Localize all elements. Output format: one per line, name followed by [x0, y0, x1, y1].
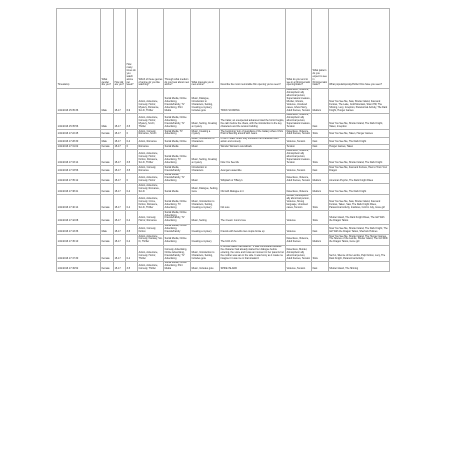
table-cell: Social Media, Online Advertising, Friends/Family, TV Advertising, Print Media [164, 88, 191, 113]
table-cell: 15-17 [114, 130, 126, 138]
table-cell: 3-5 [126, 150, 138, 166]
table-cell: 1/21/2016 17:43:36 [57, 224, 101, 235]
table-cell: 15-17 [114, 88, 126, 113]
table-cell: Music, Introduction to Characters, Setting, Creating a mystery [191, 194, 220, 210]
table-cell: 0 [126, 145, 138, 150]
table-cell: Music [191, 173, 220, 184]
table-cell: Music, Includes gore [191, 261, 220, 272]
table-cell: Murder, Atmospheric ally abnormal person, Violence, Strong language, Unsolved cases, Tension [286, 194, 312, 210]
table-cell: 1/21/2016 17:28:30 [57, 137, 101, 145]
table-cell: Male [101, 113, 114, 129]
table-cell: Detectives, Violence, Adult themes [286, 235, 312, 246]
table-cell: Medium [312, 184, 329, 195]
table-cell: Now You See Me, Saw, Shutter Island, Fast and Furious, Taken, Saw, The Dark Knight Rises, Paranormal Activity, Insidious, Cold in July, Gone girl [328, 194, 389, 210]
table-cell: Action, Adventure, Comedy, Horror, Mystery, Sci-Fi, Thriller [138, 113, 164, 129]
table-cell: Music, Setting, Creating a mystery [191, 113, 220, 129]
table-cell: 15-17 [114, 235, 126, 246]
table-cell: Now You See Me, The Dark Knight [328, 184, 389, 195]
column-header: What interests you in new anime? [191, 9, 220, 89]
table-cell: Whiplash or Tiffany's [220, 173, 286, 184]
table-cell: Action, Adventure, Comedy, Horror, Mystery, Romance, Sci-Fi, Thriller [138, 88, 164, 113]
table-cell: Slow [312, 194, 329, 210]
table-cell: Comedy, Advertising, Online Advertising, Friends/Family, TV Advertising [164, 245, 191, 261]
table-cell: Now You See Me, Fast and Furious, How to Train Your Dragon [328, 166, 389, 174]
table-cell: Social Media, Online Advertising, Friends/Family, TV Advertising [164, 211, 191, 224]
column-header: Describe the most memorable film opening you've seen? [220, 9, 286, 89]
table-row [57, 245, 390, 261]
table-cell: 1/21/2016 17:35:12 [57, 173, 101, 184]
table-cell: Female [101, 235, 114, 246]
table-cell: Music, Dialogue, Setting, Gore [191, 184, 220, 195]
table-cell: Action, Romance [138, 137, 164, 145]
table-cell: Se7en, Silence of the Lambs, Pulp Fiction, Lucy, The Dark Knight, Paranormal Activity [328, 245, 389, 261]
table-cell: Detectives, Violence, Atmospheric ally abnormal person, Supernatural creature, Tension [286, 113, 311, 128]
table-cell: Now You See Me, Shutter Island, The Hunger Games, The Silence of the Lambs, Shutter Island, The Girl With the Dragon Tattoo, Gone girl [329, 234, 388, 244]
table-cell: 1/21/2016 17:42:08 [57, 211, 101, 224]
table-cell: Medium [312, 235, 329, 246]
table-cell: 15-17 [114, 184, 126, 195]
column-header: Through what medium do you hear about new anime? [164, 9, 191, 89]
table-cell: Medium [312, 88, 329, 113]
table-cell: Female [101, 261, 114, 272]
table-cell: 0-2 [126, 211, 138, 224]
table-cell: Violence [286, 211, 312, 224]
table-cell: Female [101, 194, 114, 210]
table-cell: Male [101, 137, 114, 145]
table-cell: Fast [312, 145, 329, 150]
table-cell: Social Media, Friends/Family [164, 166, 191, 174]
table-row [57, 173, 390, 184]
table-cell: Social Media, Online Advertising, TV Advertising [164, 150, 191, 166]
table-cell: Music, Setting [191, 211, 220, 224]
table-cell: 0 [126, 130, 138, 138]
table-cell: Detectives, Violence, Atmospheric ally abnormal person, Supernatural creature, Murder, Ghosts, Violence, Unsolved cases, Ghost Story, Adult themes, Tension [286, 88, 311, 112]
table-cell: Female [101, 130, 114, 138]
table-cell: 0-2 [126, 137, 138, 145]
table-row [57, 194, 390, 210]
table-cell: Female [101, 211, 114, 224]
table-cell: 1/21/2016 17:31:02 [57, 145, 101, 150]
header-row [57, 9, 390, 89]
column-header: How many times do you watch anime per week? [126, 9, 138, 89]
table-cell: 3-5 [126, 166, 138, 174]
table-cell: Creating a mystery [191, 235, 220, 246]
table-cell: Fast [312, 224, 329, 235]
table-row [57, 261, 390, 272]
table-cell: Female [101, 184, 114, 195]
table-cell: Slow [312, 211, 329, 224]
column-header: How old are you? [114, 9, 126, 89]
table-cell: 3-5 [126, 224, 138, 235]
table-cell: Detectives, Violence, Adult themes, Tension [286, 129, 311, 136]
table-cell: Friends with benefits two couple broke up [220, 224, 286, 235]
table-cell: 0-2 [126, 235, 138, 246]
table-cell: 15-17 [114, 137, 126, 145]
table-cell: Medium [312, 173, 329, 184]
table-cell: 3-5 [126, 261, 138, 272]
table-cell: Social Media, Online Advertising [164, 235, 191, 246]
table-cell: Action, Comedy, Horror, Romance [138, 211, 164, 224]
table-cell: 1/21/2016 17:33:56 [57, 166, 101, 174]
table-cell: Violence, Tension [286, 166, 312, 174]
table-row [57, 130, 390, 138]
table-cell: The trailer, an unexpected advanced road the horror begins, the calm before the chaos, with the introduction to the key characters and the tension building [220, 113, 286, 129]
table-cell: Music [191, 145, 220, 150]
table-cell: 1/21/2016 17:47:30 [57, 245, 101, 261]
table-cell: Male [101, 224, 114, 235]
table-cell: Action, Comedy, Romance [138, 166, 164, 174]
table-cell: Social Media, Online Advertising, Friends/Family [164, 224, 191, 235]
table-cell: Social Media, Online Advertising, TV Advertising [164, 194, 191, 210]
table-cell: 15-17 [114, 113, 126, 129]
table-cell: Social Media [164, 184, 191, 195]
table-cell: Fast [312, 261, 329, 272]
table-cell: Action, Adventure, Comedy, Crime, Fiction, Romance, Sci-Fi, Thriller [138, 194, 164, 210]
table-cell: Fast [312, 137, 329, 145]
table-cell: Fast [312, 113, 329, 129]
table-cell: Action, Adventure, Comedy, Horror, Thriller [138, 245, 164, 261]
table-cell: Hunger Games, Taken [328, 145, 389, 150]
table-cell: Action, Adventure, Comedy, Horror, Fiction, Romance, Sci-Fi, Thriller [138, 150, 164, 166]
table-cell: Old with Dialogue in it [220, 184, 286, 195]
table-cell: Music, Dialogue, Introduction to Characters, Setting, Creating a mystery, Includes gore [191, 88, 220, 113]
table-cell: Action, Comedy, Fiction [138, 224, 164, 235]
table-cell: Action, Adventure, Comedy, Fantasy, Sci-Fi, Thriller [138, 234, 163, 244]
table-cell: Introduction to Characters [191, 166, 220, 174]
table-cell: The beginning 'turn of guardians of the Galaxy where Chris Pratt is dancing around with Jeans [220, 130, 286, 138]
table-cell: Music, Creating a mystery [191, 130, 220, 138]
table-row [57, 166, 390, 174]
table-cell: Male [101, 88, 114, 113]
table-cell: 0 [126, 173, 138, 184]
table-cell: Social Media, Online [164, 137, 191, 145]
table-cell: Music, Setting, Creating a mystery [191, 150, 220, 166]
table-cell: Social Media [164, 145, 191, 150]
table-cell: Social Media, TV Advertising [164, 130, 191, 138]
table-cell: 1/21/2016 17:38:41 [57, 184, 101, 195]
column-header: What pattern do you expect to see in film/cinematic trailer? [312, 9, 329, 89]
table-cell: Female [101, 145, 114, 150]
table-cell: Now You See Me, The Dark Knight [328, 137, 389, 145]
table-cell: Violence [286, 224, 312, 235]
table-cell: 1/21/2016 17:40:14 [57, 194, 101, 210]
table-cell: 1/21/2016 17:45:10 [57, 235, 101, 246]
table-cell: A zombie called 'bad teacher'. It was memorable because the character had already started her dialogue before entering, the voice and it was an innocent in her parents but the mother was sat on the side. It was funny as it made me imagine it it was me in that situation! [220, 245, 284, 260]
table-cell: Wonder Woman's soundtrack [220, 145, 286, 150]
table-cell: The 4 team: Juno's love [220, 211, 286, 224]
table-cell: Female [101, 150, 114, 166]
table-cell: Now You See Me, Shutter Island, The Dark Knight, Taken, Inception [328, 113, 389, 129]
table-cell: Slow [312, 245, 329, 261]
table-row [57, 88, 390, 113]
table-cell: 1/21/2016 17:33:14 [57, 150, 101, 166]
table-cell: 3-5 [126, 113, 138, 129]
table-cell: 0-2 [126, 245, 138, 261]
table-cell: 15-17 [114, 166, 126, 174]
table-cell: 15-17 [114, 224, 126, 235]
table-cell: Music, Introduction to Characters [191, 137, 220, 145]
table-cell: American Psycho, The Dark Knight Rises [328, 173, 389, 184]
table-cell: Violence, Tension [286, 137, 312, 145]
table-cell: 15-17 [114, 173, 126, 184]
table-cell: Female [101, 173, 114, 184]
table-cell: Action, Comedy, Romance, Sci-Fi [138, 130, 164, 138]
table-cell: Action, Adventure, Comedy, Romance, Sci-Fi [138, 184, 164, 195]
table-cell: Detectives, Violence [286, 184, 312, 195]
table-row [57, 113, 390, 129]
table-cell: Now You See Me, Saw, Shutter Island, Fast and Furious, The Lake, Cold Mountain, Silent Hill, The Shining, Lucy, Inception, Paranormal Activity, The Dark Knight, Hunger Games [328, 88, 389, 113]
table-cell: Music, Introduction to Characters, Setting, Includes gore [191, 245, 220, 261]
table-cell: Not sure [220, 194, 286, 210]
table-cell: Detectives, Violence, Adult themes, Tension [286, 173, 312, 184]
table-cell: 1/21/2016 17:22:45 [57, 130, 101, 138]
table-cell: Action, Adventure, Comedy, Horror [138, 173, 164, 184]
column-header: What gender are you? [101, 9, 114, 89]
table-cell: 15-17 [114, 194, 126, 210]
table-cell: Detectives, Murder, Atmospheric ally abnormal person, Adult themes, Tension [286, 245, 312, 261]
table-row [57, 150, 390, 166]
column-header: What popular/spooky/thriller films have you seen? [328, 9, 389, 89]
table-row [57, 137, 390, 145]
table-cell: 15-17 [114, 145, 126, 150]
table-body [57, 88, 390, 272]
table-cell: Avengers assemble [220, 166, 286, 174]
table-cell: Now You See Me, Shutter Island, The Dark Knight, The Girl With the Dragon Tattoo, Sherlock Holmes [328, 224, 389, 235]
table-cell: 1/21/2016 15:35:36 [57, 88, 101, 113]
survey-responses-table [56, 8, 390, 272]
table-cell: 0-2 [126, 184, 138, 195]
table-row [57, 235, 390, 246]
table-cell: Slow [312, 130, 329, 138]
table-cell: Now You See Me [220, 150, 286, 166]
table-cell: Social Media, Online Advertising, Friends/Family, TV Advertising [164, 113, 191, 129]
table-cell: 15-17 [114, 245, 126, 261]
table-cell: 15-17 [114, 261, 126, 272]
column-header: What do you tend to see in a film/cinematic opening/trailer? [286, 9, 312, 89]
table-cell: Social Media, Online Advertising, Print Media [164, 261, 191, 272]
table-cell: Shutter Island, The Shining [328, 261, 389, 272]
table-row [57, 224, 390, 235]
table-cell: 15-17 [114, 150, 126, 166]
table-cell: Now You See Me, Taken, Hunger Games [328, 130, 389, 138]
table-cell: Romance [138, 145, 164, 150]
table-cell: 1/21/2016 15:35:56 [57, 113, 101, 129]
table-cell: The birth of 2's [220, 235, 286, 246]
table-cell: Now You See Me, Shutter Island, The Dark Knight [328, 150, 389, 166]
table-cell: SPIKE ISLAND [220, 261, 286, 272]
table-cell: Violence, Tension [286, 261, 312, 272]
table-cell: 15-17 [114, 211, 126, 224]
table-cell: Female [101, 245, 114, 261]
table-cell: Creating a mystery [191, 224, 220, 235]
table-cell: Social Media, Friends/Family, TV Advertising [164, 173, 191, 184]
table-cell: Tension [286, 145, 312, 150]
table-cell: Detectives, Violence, Atmospheric ally abnormal person, Supernatural creature, Tension [286, 149, 311, 165]
table-cell: TRICK SCORING [220, 88, 286, 113]
column-header: Timestamp [57, 9, 101, 89]
table-cell: Female [101, 166, 114, 174]
table-row [57, 211, 390, 224]
table-cell: Shutter Island, The Dark Knight Rises, The Girl With the Dragon Tattoo [328, 211, 389, 224]
table-cell: Action, Adventure, Comedy, Thriller [138, 261, 164, 272]
table-cell: 6-9 [126, 88, 138, 113]
table-cell: Slow [312, 150, 329, 166]
column-header: Which of these genres of anime do you like watching? [138, 9, 164, 89]
table-row [57, 184, 390, 195]
table-cell: In the 1 Team: when they introduce the characters with action and comedy [220, 137, 286, 145]
table-cell: 0-2 [126, 194, 138, 210]
table-cell: Fast [312, 166, 329, 174]
table-cell: 1/21/2016 17:49:52 [57, 261, 101, 272]
